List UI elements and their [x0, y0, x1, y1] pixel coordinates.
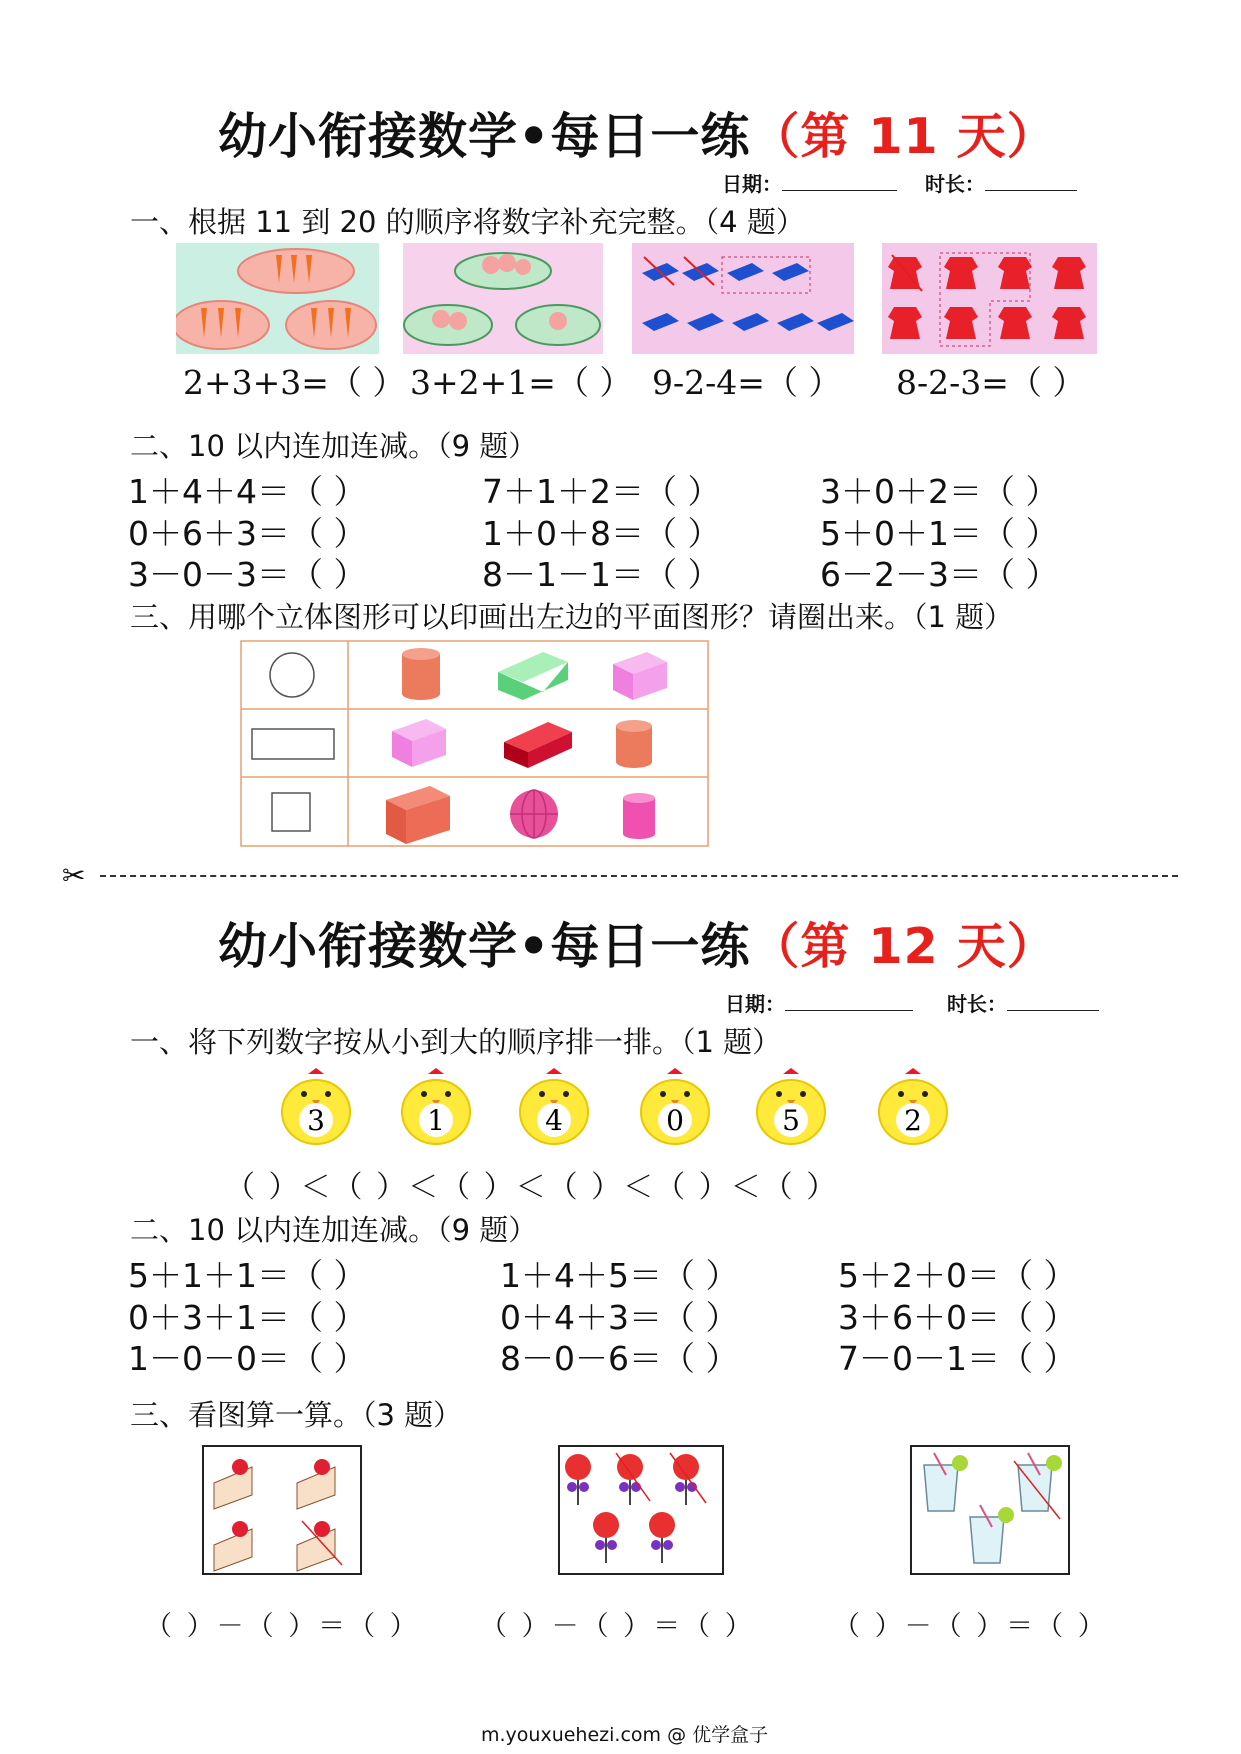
- equation: 8－0－6＝（ ）: [500, 1339, 739, 1378]
- equation: 1－0－0＝（ ）: [128, 1339, 367, 1378]
- section-heading: 三、看图算一算。（3 题）: [130, 1398, 463, 1432]
- chick-icon: [278, 1066, 354, 1146]
- chick-number: 2: [904, 1104, 922, 1137]
- dresses-image: [882, 243, 1097, 354]
- chick-icon: [637, 1066, 713, 1146]
- peach-plates-image: [403, 243, 603, 354]
- section-heading: 一、根据 11 到 20 的顺序将数字补充完整。（4 题）: [130, 205, 805, 239]
- equation: 7－0－1＝（ ）: [838, 1339, 1077, 1378]
- chick-number: 3: [307, 1104, 325, 1137]
- formula: （ ）－（ ）＝（ ）: [833, 1611, 1108, 1642]
- chick-icon: [753, 1066, 829, 1146]
- section-heading: 三、用哪个立体图形可以印画出左边的平面图形？请圈出来。（1 题）: [130, 600, 1014, 634]
- duration-field[interactable]: [1007, 1010, 1099, 1011]
- page-title-day12: [218, 908, 1057, 978]
- title-text: 幼小衔接数学•每日一练: [218, 108, 751, 165]
- carrot-plates-image: [176, 243, 379, 354]
- day-label: （第 11 天）: [750, 108, 1057, 165]
- chick-number: 5: [782, 1104, 800, 1137]
- date-label: 日期：: [725, 992, 785, 1016]
- scissors-icon: ✂: [62, 859, 86, 892]
- chick-number: 0: [666, 1104, 684, 1137]
- title-text: 幼小衔接数学•每日一练: [218, 918, 751, 975]
- shapes-table: [240, 640, 710, 848]
- footer-text: m.youxuehezi.com @ 优学盒子: [481, 1724, 769, 1746]
- duration-label: 时长：: [946, 992, 1007, 1016]
- day-label: （第 12 天）: [750, 918, 1057, 975]
- formula: （ ）－（ ）＝（ ）: [480, 1611, 755, 1642]
- equation: 5＋0＋1＝（ ）: [820, 514, 1059, 553]
- section-heading: 一、将下列数字按从小到大的顺序排一排。（1 题）: [130, 1025, 782, 1059]
- books-image: [632, 243, 854, 354]
- date-duration-bar: [725, 988, 1099, 1017]
- formula: （ ）－（ ）＝（ ）: [145, 1611, 420, 1642]
- chick-number: 4: [545, 1104, 563, 1137]
- chick-icon: [875, 1066, 951, 1146]
- cylinder-shape: [402, 648, 440, 700]
- section-heading: 二、10 以内连加连减。（9 题）: [130, 1213, 538, 1247]
- equation: 8-2-3=（ ）: [896, 363, 1086, 402]
- equation: 9-2-4=（ ）: [652, 363, 842, 402]
- equation: 0＋6＋3＝（ ）: [128, 514, 367, 553]
- order-line: （ ）＜（ ）＜（ ）＜（ ）＜（ ）＜（ ）: [225, 1170, 839, 1205]
- equation: 3+2+1=（ ）: [410, 363, 633, 402]
- equation: 3＋0＋2＝（ ）: [820, 472, 1059, 511]
- equation: 7＋1＋2＝（ ）: [482, 472, 721, 511]
- date-field[interactable]: [785, 1010, 913, 1011]
- section-heading: 二、10 以内连加连减。（9 题）: [130, 429, 538, 463]
- equation: 3＋6＋0＝（ ）: [838, 1298, 1077, 1337]
- chick-icon: [516, 1066, 592, 1146]
- date-label: 日期：: [722, 172, 782, 196]
- equation: 2+3+3=（ ）: [183, 363, 406, 402]
- chick-icon: [398, 1066, 474, 1146]
- equation: 1＋4＋4＝（ ）: [128, 472, 367, 511]
- equation: 6－2－3＝（ ）: [820, 555, 1059, 594]
- lollipops-image: [558, 1445, 724, 1575]
- chick-number: 1: [427, 1104, 445, 1137]
- date-field[interactable]: [782, 190, 897, 191]
- date-duration-bar: [722, 168, 1077, 197]
- duration-label: 时长：: [924, 172, 985, 196]
- equation: 0＋4＋3＝（ ）: [500, 1298, 739, 1337]
- equation: 1＋0＋8＝（ ）: [482, 514, 721, 553]
- equation: 1＋4＋5＝（ ）: [500, 1256, 739, 1295]
- cut-line: [100, 875, 1178, 877]
- equation: 3－0－3＝（ ）: [128, 555, 367, 594]
- drinks-image: [910, 1445, 1070, 1575]
- duration-field[interactable]: [985, 190, 1077, 191]
- equation: 5＋1＋1＝（ ）: [128, 1256, 367, 1295]
- equation: 8－1－1＝（ ）: [482, 555, 721, 594]
- cakes-image: [202, 1445, 362, 1575]
- page-title-day11: [218, 98, 1057, 168]
- equation: 0＋3＋1＝（ ）: [128, 1298, 367, 1337]
- equation: 5＋2＋0＝（ ）: [838, 1256, 1077, 1295]
